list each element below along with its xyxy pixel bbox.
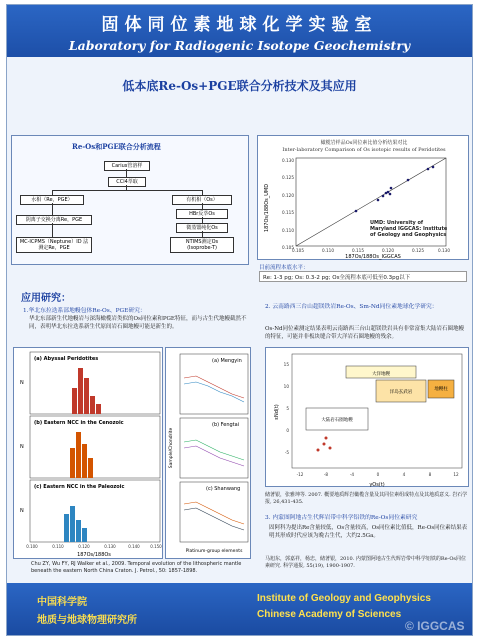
svg-text:-5: -5 — [284, 450, 289, 455]
os-histogram-chart — [14, 348, 164, 560]
svg-text:0.105: 0.105 — [292, 248, 304, 253]
title-en: Laboratory for Radiogenic Isotope Geochemistry — [68, 38, 411, 53]
workflow-title: Re-Os和PGE联合分析流程 — [72, 142, 161, 151]
study1-title: 1.华北东拉迭系部地幔包体Re-Os、PGE研究： — [23, 308, 146, 314]
flow-node-aqueous: 水相（Re，PGE） — [20, 195, 84, 205]
svg-text:0.150: 0.150 — [150, 544, 162, 549]
blank-value: Re: 1-3 pg; Os: 0.3-2 pg; Os全流程本底可低至0.3pg以下 — [259, 271, 467, 282]
region-label-oib: 洋岛玄武岩 — [389, 390, 413, 395]
subtitle: 低本底Re-Os+PGE联合分析技术及其应用 — [122, 79, 357, 93]
svg-text:0.125: 0.125 — [282, 175, 294, 180]
histogram-label-b: (b) Eastern NCC in the Cenozoic — [34, 420, 124, 426]
watermark: © IGGCAS — [405, 619, 465, 633]
svg-text:8: 8 — [428, 472, 432, 477]
flow-node-anion-exchange: 阴离子交换分离Re，PGE — [16, 215, 92, 225]
histogram-ylabel-c: N — [20, 508, 24, 514]
svg-text:0.140: 0.140 — [128, 544, 140, 549]
comparison-title-en: Inter-laboratory Comparison of Os isotopic results of Peridotites — [282, 147, 446, 153]
svg-text:0.120: 0.120 — [282, 193, 294, 198]
citation-1: Chu ZY, Wu FY, RJ Walker et al., 2009. Temporal evolution of the lithospheric mantle beneath the eastern North China Craton. J. Petrol., 50: 1857-1898. — [31, 561, 242, 574]
svg-text:-8: -8 — [323, 472, 329, 477]
svg-text:-12: -12 — [296, 472, 304, 477]
svg-text:0.120: 0.120 — [78, 544, 90, 549]
svg-text:0.110: 0.110 — [322, 248, 334, 253]
blank-label: 目前流程本底水平： — [259, 265, 309, 271]
flow-node-ntims: NTIMS测定Os (Isoprobe-T) — [170, 237, 234, 253]
region-label-sclm: 大陆岩石圈地幔 — [321, 418, 353, 423]
svg-text:-4: -4 — [349, 472, 355, 477]
nd-os-chart — [266, 348, 470, 488]
study2-title: 2. 云南路西三台山超镁铁岩Re-Os、Sm-Nd同位素地球化学研究： — [265, 304, 438, 310]
histogram-ylabel-b: N — [20, 444, 24, 450]
comparison-title-cn: 橄榄岩样品Os同位素比值分析结果对比 — [320, 140, 408, 146]
pge-pattern-chart — [166, 348, 252, 560]
svg-text:12: 12 — [453, 472, 459, 477]
svg-text:0.125: 0.125 — [412, 248, 424, 253]
svg-text:0.130: 0.130 — [438, 248, 450, 253]
svg-text:0.130: 0.130 — [104, 544, 116, 549]
footer-en-2: Chinese Academy of Sciences — [257, 609, 402, 620]
title-cn: 固体同位素地球化学实验室 — [101, 15, 378, 35]
comparison-xlabel: 187Os/188Os_IGGCAS — [345, 254, 401, 260]
histogram-label-c: (c) Eastern NCC in the Paleozoic — [34, 484, 125, 490]
svg-text:0.110: 0.110 — [282, 228, 294, 233]
pge-xlabel: Platinum-group elements — [185, 549, 243, 554]
study2-body: Os-Nd同位素测定结果表明云南路西三台山超镁铁岩具有非常富集大陆岩石圈地幔的特征，可能并非板块缝合带大洋岩石圈地幔的残余。 — [265, 326, 465, 340]
citation-2: 储著银，张雅坤等. 2007. 概要地质辉岩橄榄含量及其同位素组成特点及其地质意义. 岩石学报, 26,431-435. — [265, 492, 468, 505]
svg-text:0: 0 — [286, 428, 289, 433]
svg-text:0.100: 0.100 — [26, 544, 38, 549]
pge-label-b: (b) Fengtai — [212, 422, 240, 428]
poster — [6, 4, 473, 636]
study3-title: 3. 内蒙图阿地古生代辉岩带中科学铝铁的Re-Os同位素研究 — [265, 515, 418, 521]
svg-text:0.105: 0.105 — [282, 245, 294, 250]
os-comparison-chart — [258, 136, 470, 261]
svg-text:0.120: 0.120 — [382, 248, 394, 253]
histogram-ylabel-a: N — [20, 380, 24, 386]
comparison-legend: UMD: University of Maryland IGGCAS: Institute of Geology and Geophysics — [370, 220, 448, 238]
svg-text:10: 10 — [283, 384, 289, 389]
citation-3: 马旭东，郭嘉祥，杨忠，储著银，2010. 内蒙图阿地古生代辉岩带中科学铝铁的Re-Os同位素研究. 科学通报, 55(19), 1900-1907. — [265, 556, 466, 569]
workflow-panel — [11, 135, 249, 265]
svg-text:0: 0 — [376, 472, 380, 477]
region-label-oceanic: 大洋地幔 — [372, 372, 390, 377]
study1-body: 华北东部新生代地幔岩与深海橄榄岩类似的Os同位素和PGE特征，而与古生代地幔截然不同，表明华北东拉迭系新生代原间岩石圈地幔可能是新生的。 — [29, 316, 247, 330]
pge-label-a: (a) Mengyin — [212, 358, 242, 364]
histogram-label-a: (a) Abyssal Peridotites — [34, 356, 99, 362]
nd-os-xlabel: γOs(t) — [369, 482, 385, 488]
flow-node-mcicpms: MC-ICPMS（Neptune）ID 法测定Re，PGE — [16, 237, 92, 253]
flow-node-organic: 有机相（Os） — [172, 195, 232, 205]
region-label-plume: 地幔柱 — [434, 387, 448, 392]
pge-pattern-figure — [165, 347, 251, 559]
flow-node-ccl4: CCl4萃取 — [108, 177, 146, 187]
flow-node-carius: Carius管溶样 — [104, 161, 150, 171]
pge-ylabel: Sample/Chondrite — [169, 427, 174, 469]
footer-banner — [7, 583, 472, 636]
comparison-ylabel: 187Os/188Os_UMD — [264, 183, 270, 233]
svg-text:0.110: 0.110 — [52, 544, 64, 549]
svg-text:15: 15 — [283, 362, 289, 367]
svg-text:0.115: 0.115 — [282, 210, 294, 215]
flow-node-microdistill: 微蒸馏纯化Os — [176, 223, 228, 233]
svg-text:5: 5 — [286, 406, 289, 411]
svg-text:4: 4 — [402, 472, 406, 477]
pge-label-c: (c) Shanwang — [206, 486, 241, 492]
footer-cn-2: 地质与地球物理研究所 — [37, 615, 137, 626]
flow-node-hbr: HBr反萃Os — [176, 209, 228, 219]
applications-heading: 应用研究： — [21, 293, 71, 304]
os-histogram-figure — [13, 347, 163, 559]
study3-body: 固阿科为提出Re含量较低，Os含量较高，Os同位素比值低，Re-Os同位素结果表明其形成时代应该为晚古生代，大约2.5Ga。 — [269, 525, 468, 539]
nd-os-ylabel: εNd(t) — [274, 404, 280, 420]
header-banner — [7, 5, 472, 57]
nd-os-figure — [265, 347, 469, 487]
os-comparison-panel — [257, 135, 469, 260]
svg-text:0.115: 0.115 — [352, 248, 364, 253]
footer-cn-1: 中国科学院 — [37, 597, 87, 608]
svg-text:0.130: 0.130 — [282, 158, 294, 163]
footer-en-1: Institute of Geology and Geophysics — [257, 593, 431, 604]
histogram-xlabel: 187Os/188Os — [77, 552, 111, 558]
